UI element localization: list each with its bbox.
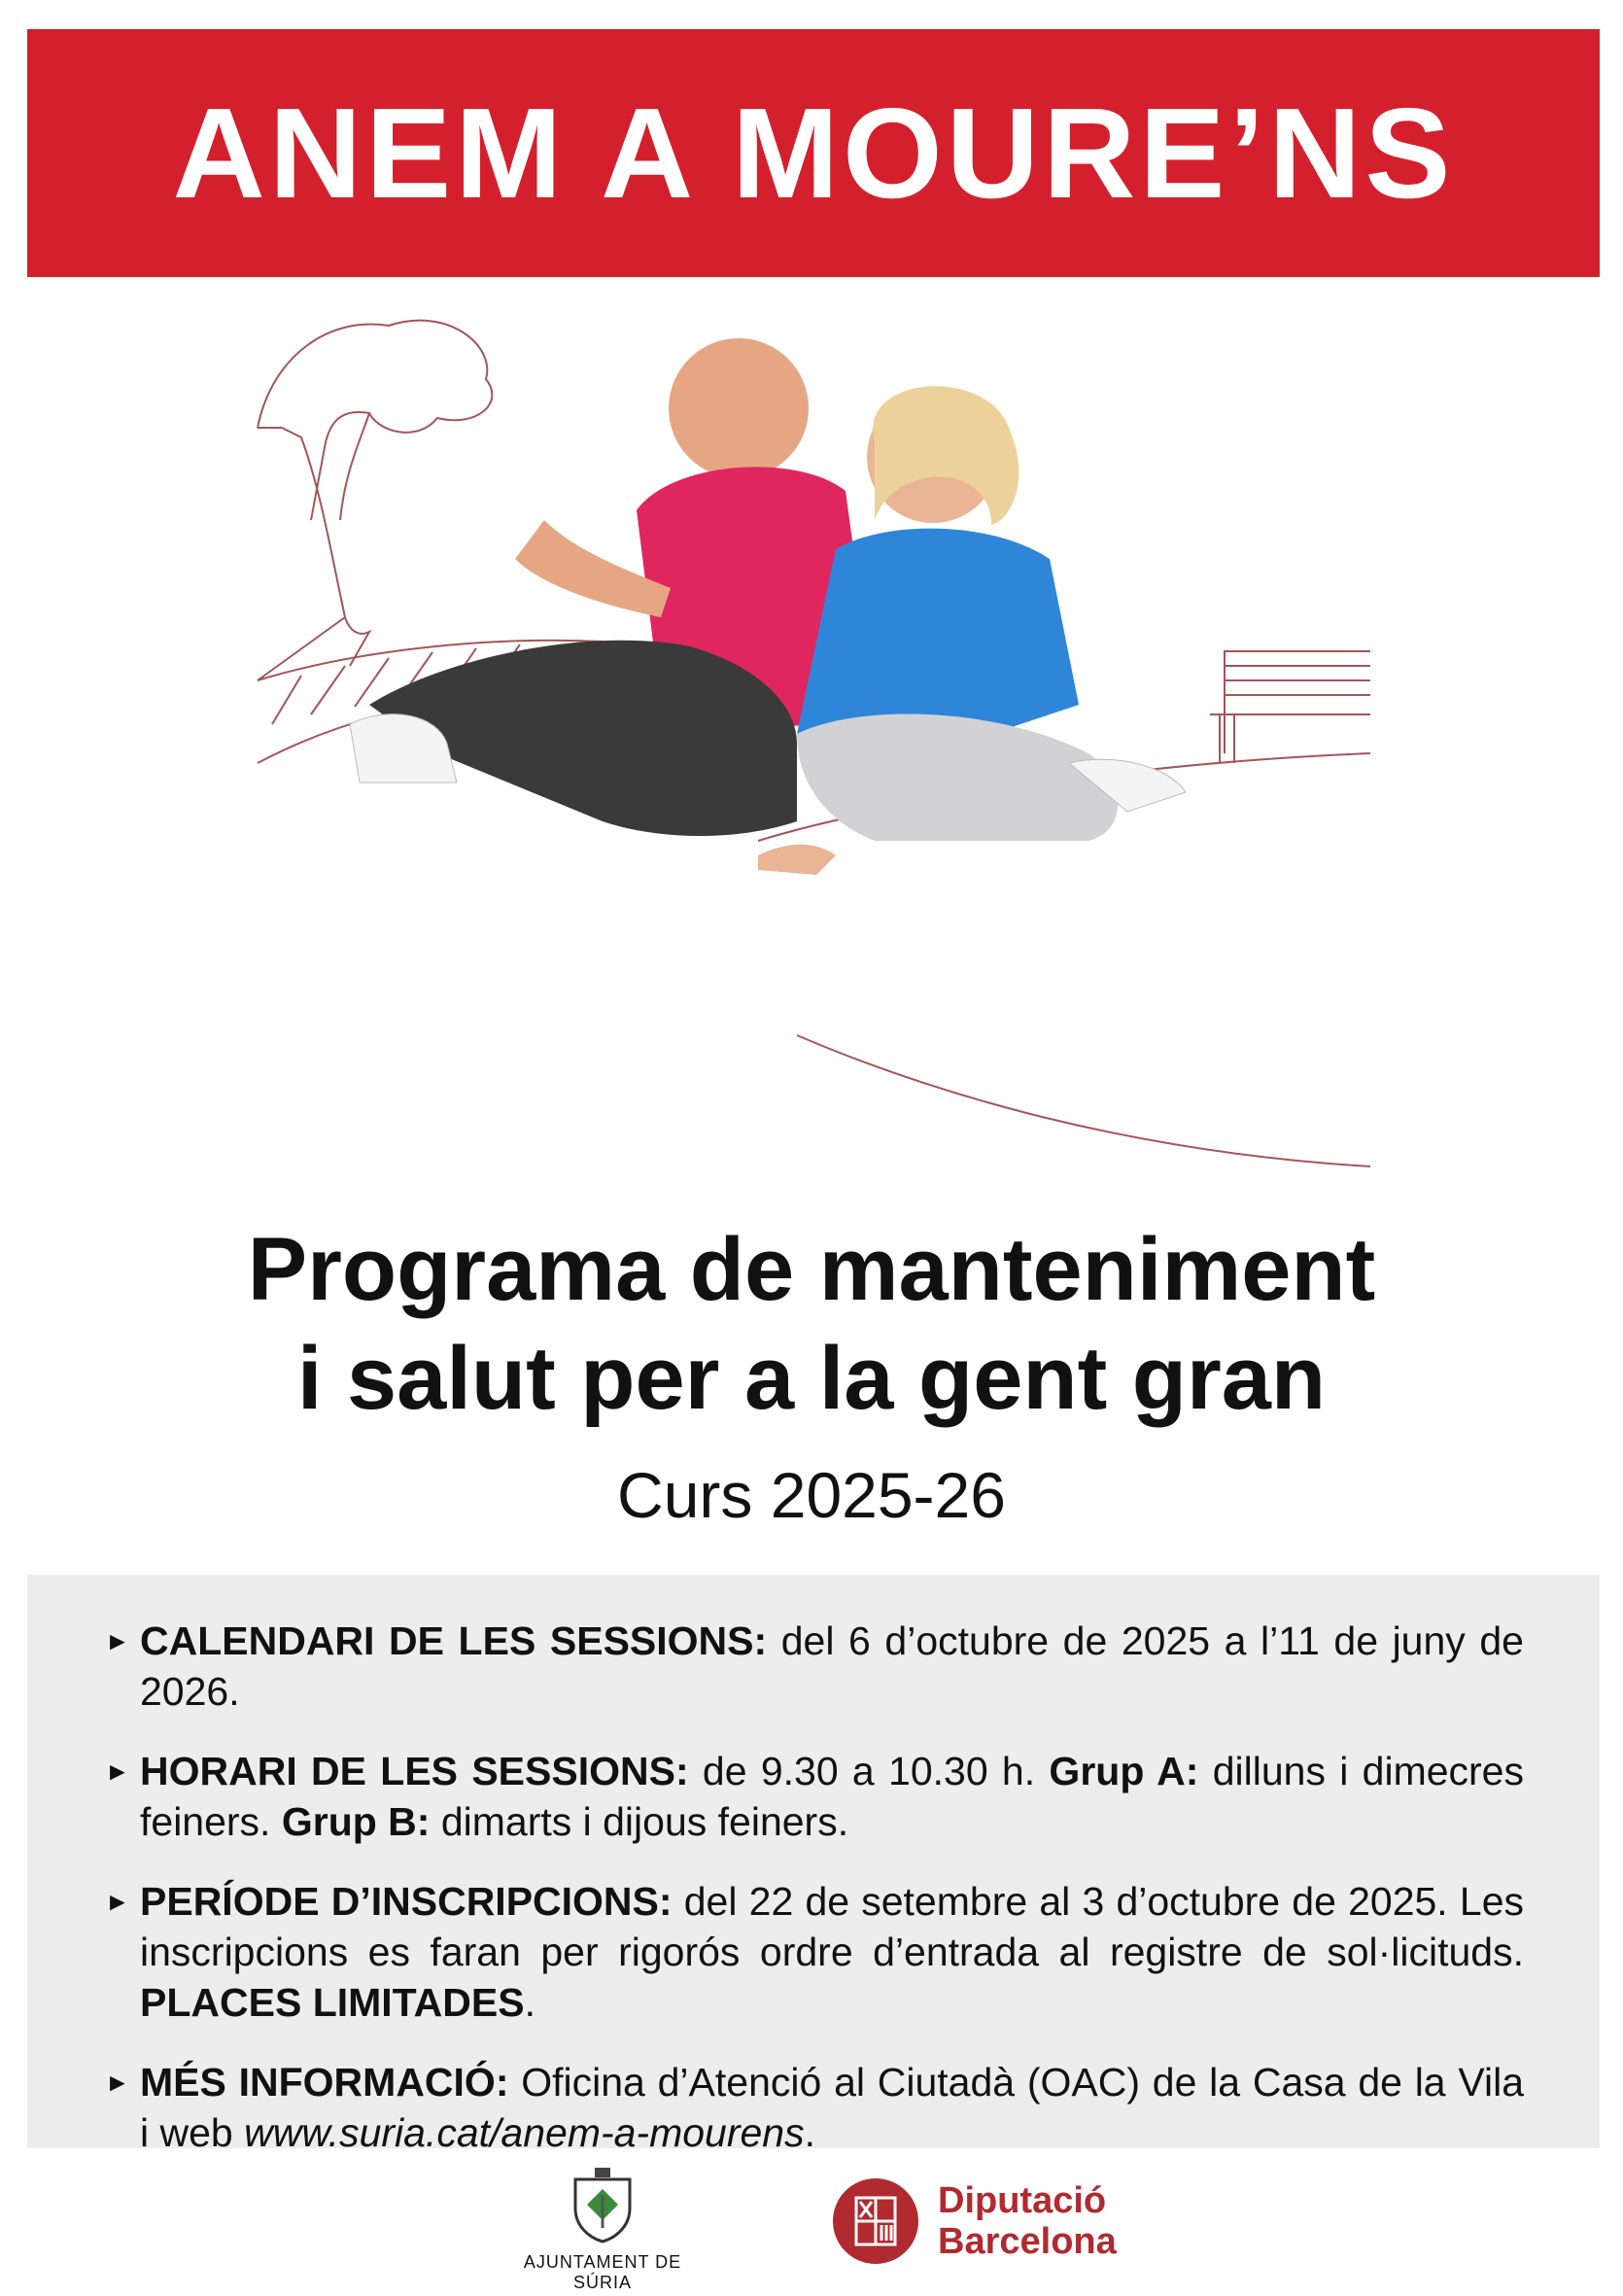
registration-label: PERÍODE D’INSCRIPCIONS: [140, 1879, 673, 1924]
bench [1210, 651, 1370, 763]
group-b-text: dimarts i dijous feiners. [430, 1799, 849, 1844]
more-label: MÉS INFORMACIÓ: [140, 2060, 509, 2105]
info-panel [27, 1575, 1600, 2155]
calendar-label: CALENDARI DE LES SESSIONS: [140, 1618, 768, 1663]
bullet-arrow-icon: ► [105, 1757, 130, 1786]
schedule-label: HORARI DE LES SESSIONS: [140, 1749, 689, 1793]
info-item-more [105, 2057, 1524, 2158]
info-item-calendar [105, 1616, 1524, 1717]
bullet-arrow-icon: ► [105, 1626, 130, 1655]
diputacio-logo [831, 2173, 1117, 2270]
more-end: . [804, 2110, 815, 2155]
places-end: . [524, 1980, 535, 2025]
tree-trunk [258, 428, 369, 680]
diputacio-line-1: Diputació [938, 2180, 1107, 2221]
course-year: Curs 2025-26 [617, 1459, 1006, 1531]
places-label: PLACES LIMITADES [140, 1980, 525, 2025]
more-text: Oficina d’Atenció al Ciutadà (OAC) de la Casa de la Vila i web [140, 2060, 1525, 2155]
bullet-arrow-icon: ► [105, 1887, 130, 1916]
group-a-label: Grup A: [1049, 1749, 1199, 1793]
ajuntament-logo [505, 2166, 700, 2293]
diputacio-seal-icon [831, 2176, 920, 2266]
ajuntament-caption: AJUNTAMENT DE SÚRIA [523, 2252, 682, 2292]
registration-text: del 22 de setembre al 3 d’octubre de 2025. Les inscripcions es faran per rigorós ordre d’entrada al registre de sol·licituds. [140, 1879, 1524, 1974]
bullet-arrow-icon: ► [105, 2068, 130, 2097]
front-path [797, 1035, 1370, 1166]
program-title [0, 1215, 1623, 1433]
seniors-illustration [253, 296, 1370, 1191]
group-a-text: dilluns i dimecres feiners. [140, 1749, 1524, 1844]
diputacio-line-2: Barcelona [938, 2221, 1117, 2262]
banner-title: ANEM A MOURE’NS [172, 82, 1455, 225]
title-banner [27, 29, 1600, 277]
group-b-label: Grup B: [281, 1799, 431, 1844]
more-url[interactable]: www.suria.cat/anem-a-mourens [244, 2110, 805, 2155]
info-item-registration [105, 1876, 1524, 2028]
title-line-2: i salut per a la gent gran [296, 1329, 1327, 1428]
diputacio-text [938, 2180, 1117, 2262]
schedule-text: de 9.30 a 10.30 h. [688, 1749, 1050, 1793]
suria-shield-icon [568, 2166, 638, 2244]
woman-figure [758, 386, 1186, 875]
tree-canopy [258, 321, 492, 520]
man-figure [350, 338, 875, 836]
info-item-schedule [105, 1746, 1524, 1847]
title-line-1: Programa de manteniment [247, 1220, 1376, 1319]
calendar-text: del 6 d’octubre de 2025 a l’11 de juny de 2026. [140, 1618, 1524, 1714]
